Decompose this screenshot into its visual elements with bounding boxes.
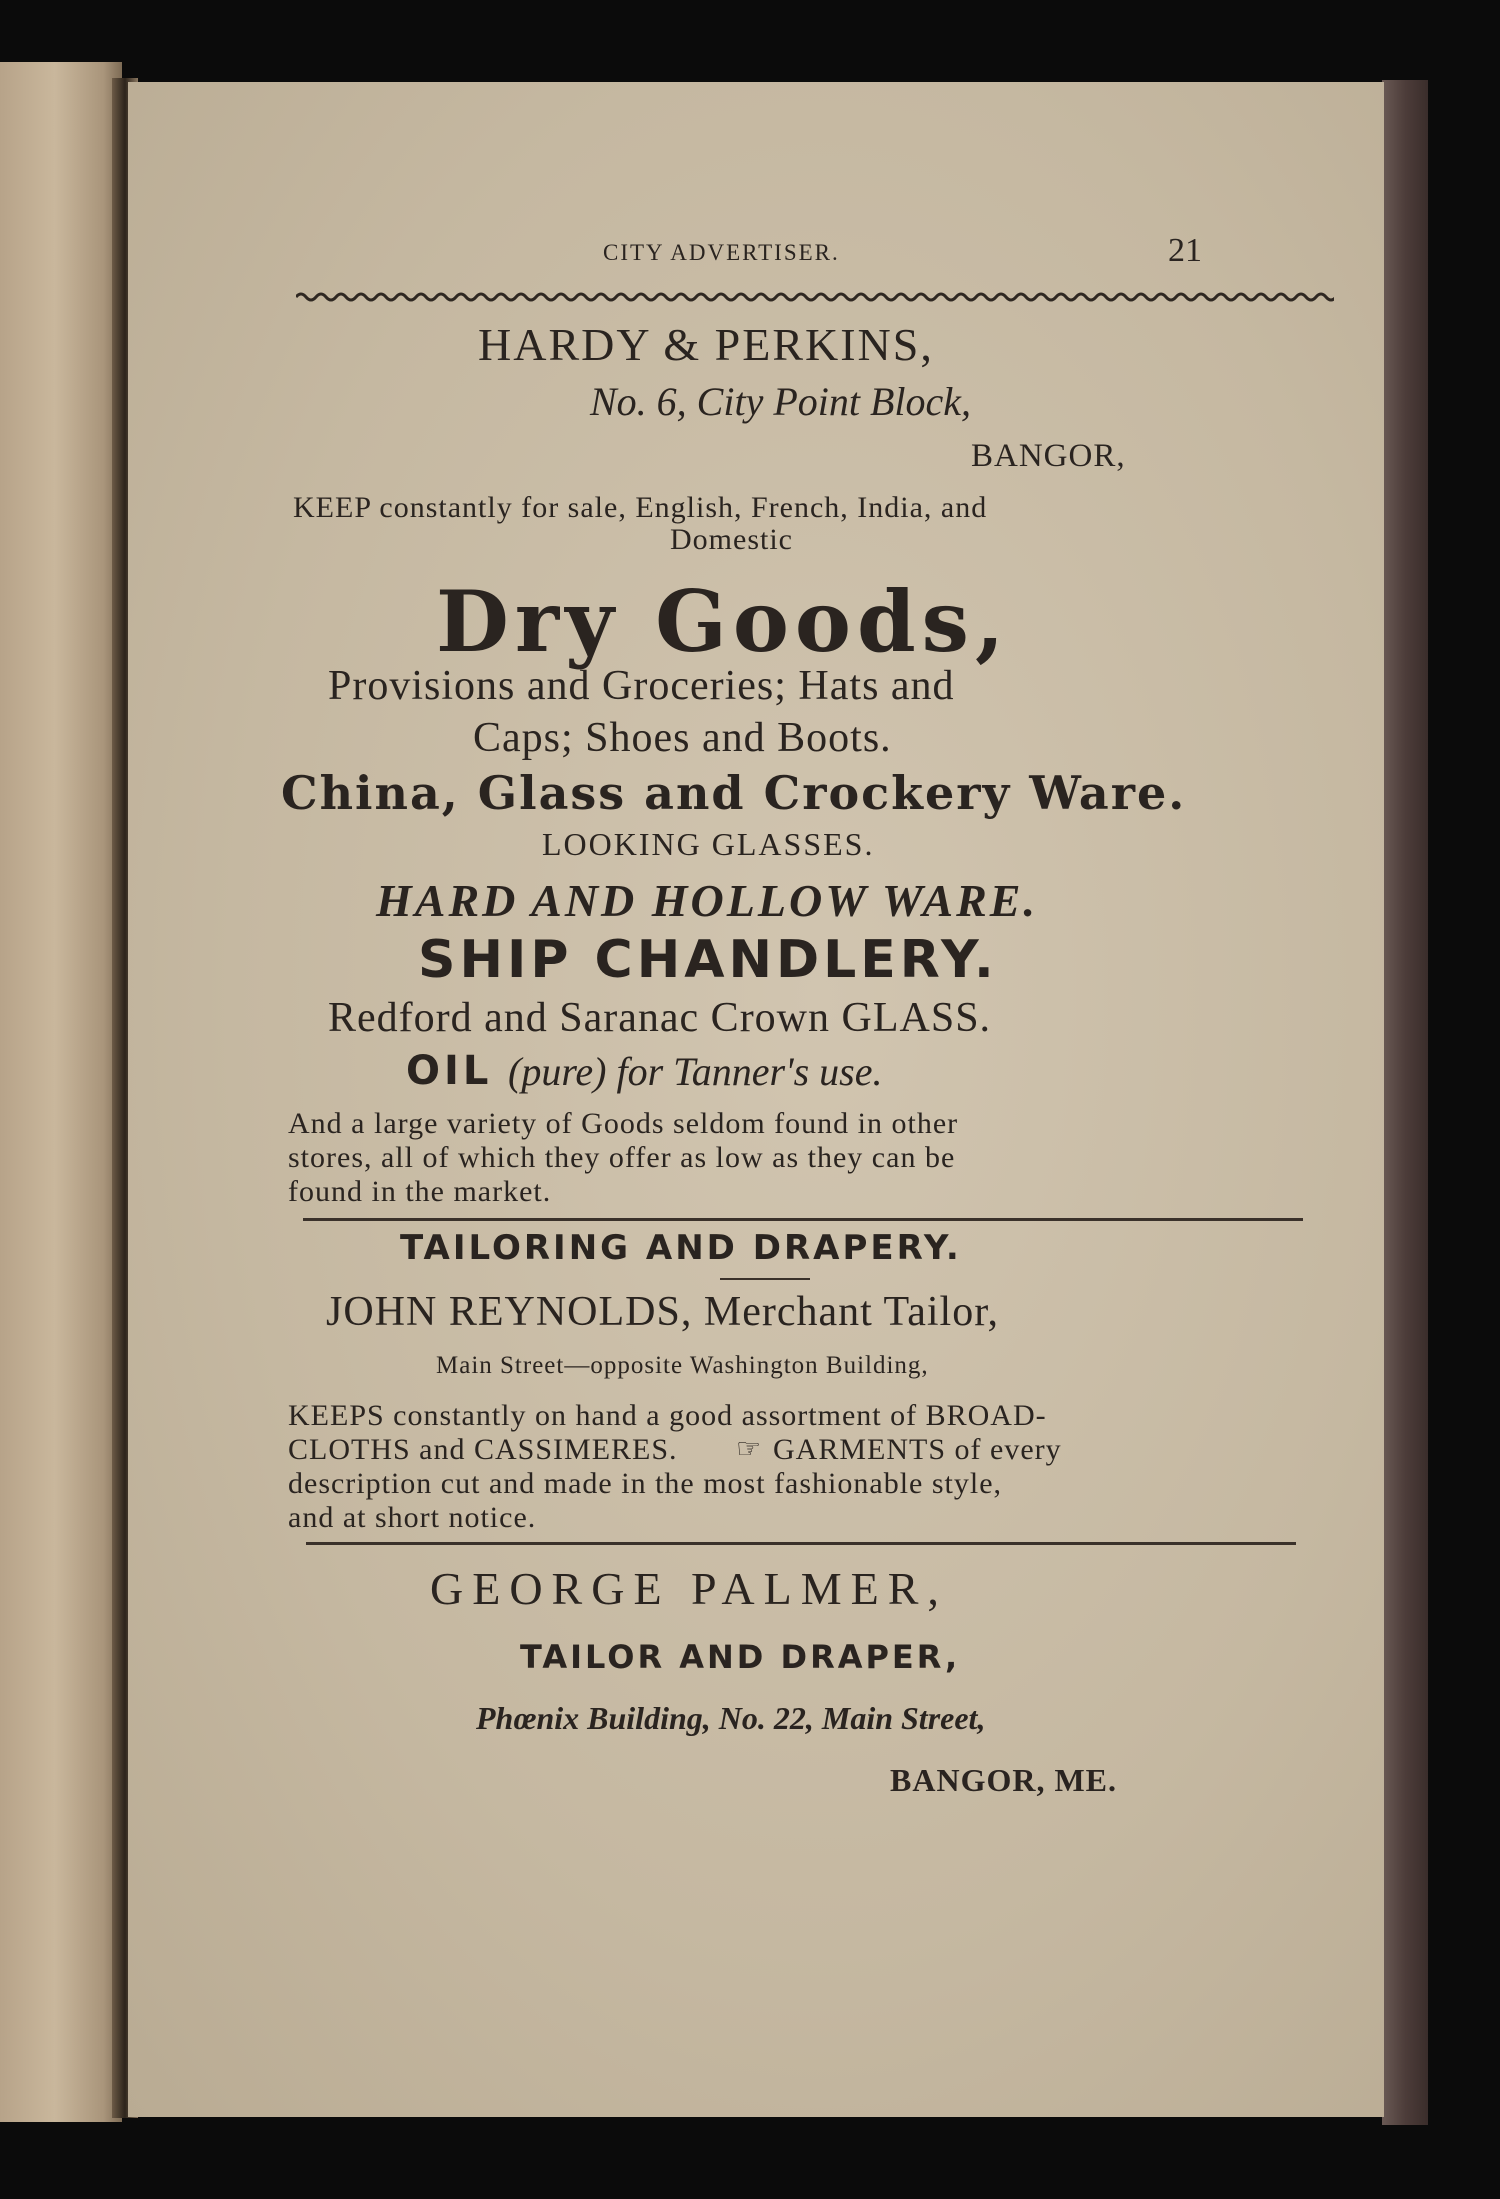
hardy-intro-line1: KEEP constantly for sale, English, French, India, and [293,491,988,524]
reynolds-name: JOHN REYNOLDS, Merchant Tailor, [326,1289,1000,1335]
hardy-city: BANGOR, [971,438,1126,474]
reynolds-text3: description cut and made in the most fashionable style, [288,1467,1003,1500]
ship-chandlery: SHIP CHANDLERY. [418,930,998,990]
hard-hollow-ware: HARD AND HOLLOW WARE. [376,875,1038,926]
redford-glass-line: Redford and Saranac Crown GLASS. [328,995,992,1041]
palmer-trade: TAILOR AND DRAPER, [520,1638,961,1676]
page-number: 21 [1168,232,1202,269]
provisions-line2: Caps; Shoes and Boots. [473,715,892,761]
reynolds-text1: KEEPS constantly on hand a good assortment of BROAD- [288,1399,1047,1432]
dry-goods-heading: Dry Goods, [436,572,1011,671]
reynolds-text2b: GARMENTS of every [773,1433,1062,1466]
reynolds-text4: and at short notice. [288,1501,537,1534]
short-rule [720,1278,810,1280]
variety-line2: stores, all of which they offer as low as they can be [288,1141,956,1174]
palmer-address: Phœnix Building, No. 22, Main Street, [476,1700,986,1736]
firm-name-hardy-perkins: HARDY & PERKINS, [478,319,934,370]
variety-line3: found in the market. [288,1175,552,1208]
hardy-intro-line2: Domestic [670,523,793,556]
book-page [128,82,1384,2117]
pointing-hand-icon: ☞ [736,1432,762,1465]
variety-line1: And a large variety of Goods seldom found in other [288,1107,959,1140]
running-head-title: CITY ADVERTISER. [603,240,840,265]
section-rule-1 [303,1218,1303,1221]
looking-glasses: LOOKING GLASSES. [542,826,875,862]
wavy-rule [296,290,1334,304]
running-head [128,232,1384,280]
left-page-edge [0,62,122,2122]
palmer-name: GEORGE PALMER, [430,1563,948,1614]
book-cover-edge [1382,80,1428,2125]
palmer-city: BANGOR, ME. [890,1762,1117,1798]
section-rule-2 [306,1542,1296,1545]
reynolds-text2a: CLOTHS and CASSIMERES. [288,1433,678,1466]
provisions-line1: Provisions and Groceries; Hats and [328,663,955,709]
tailoring-drapery-heading: TAILORING AND DRAPERY. [400,1228,962,1268]
china-glass-line: China, Glass and Crockery Ware. [281,766,1187,820]
reynolds-address: Main Street—opposite Washington Building, [436,1352,929,1379]
oil-description: (pure) for Tanner's use. [508,1049,883,1094]
oil-label: OIL [406,1048,493,1094]
hardy-address: No. 6, City Point Block, [590,379,972,424]
